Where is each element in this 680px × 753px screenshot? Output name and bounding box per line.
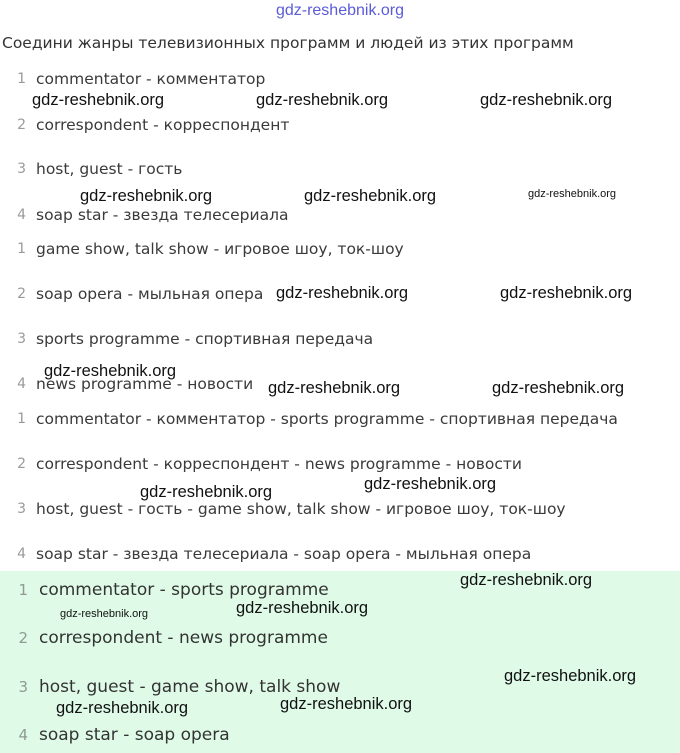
- item-text: correspondent - корреспондент: [36, 116, 290, 134]
- list-item: [0, 497, 566, 521]
- list-item: [0, 407, 618, 431]
- list-item: [0, 157, 182, 181]
- watermark: gdz-reshebnik.org: [256, 91, 389, 109]
- list-item: [0, 282, 263, 306]
- answer-item: [0, 723, 230, 747]
- item-text: host, guest - гость - game show, talk show - игровое шоу, ток-шоу: [36, 500, 566, 518]
- item-text: news programme - новости: [36, 375, 254, 393]
- list-item: [0, 452, 522, 476]
- watermark: gdz-reshebnik.org: [268, 379, 401, 397]
- watermark: gdz-reshebnik.org: [504, 667, 637, 685]
- watermark: gdz-reshebnik.org: [276, 284, 409, 302]
- site-watermark-top: gdz-reshebnik.org: [275, 2, 405, 19]
- watermark: gdz-reshebnik.org: [44, 362, 177, 380]
- watermark: gdz-reshebnik.org: [492, 379, 625, 397]
- watermark: gdz-reshebnik.org: [236, 599, 369, 617]
- item-text: sports programme - спортивная передача: [36, 330, 374, 348]
- item-text: game show, talk show - игровое шоу, ток-шоу: [36, 240, 404, 258]
- watermark: gdz-reshebnik.org: [460, 571, 593, 589]
- item-number: 3: [17, 331, 26, 347]
- item-number: 4: [17, 207, 26, 223]
- watermark: gdz-reshebnik.org: [60, 608, 149, 620]
- list-item: [0, 203, 288, 227]
- item-number: 1: [18, 581, 28, 599]
- list-item: [0, 327, 373, 351]
- watermark: gdz-reshebnik.org: [528, 188, 617, 200]
- item-number: 2: [17, 286, 26, 302]
- list-item: [0, 67, 265, 91]
- list-item: [0, 237, 404, 261]
- watermark: gdz-reshebnik.org: [80, 187, 213, 205]
- item-text: soap opera - мыльная опера: [36, 285, 264, 303]
- item-number: 3: [18, 678, 28, 696]
- item-number: 4: [17, 546, 26, 562]
- watermark: gdz-reshebnik.org: [304, 187, 437, 205]
- item-text: correspondent - корреспондент - news programme - новости: [36, 455, 522, 473]
- item-text: correspondent - news programme: [39, 628, 328, 648]
- item-text: host, guest - game show, talk show: [39, 677, 341, 697]
- item-number: 1: [17, 241, 26, 257]
- answer-item: [0, 626, 328, 650]
- list-item: [0, 542, 531, 566]
- item-number: 2: [18, 629, 28, 647]
- item-number: 4: [17, 376, 26, 392]
- watermark: gdz-reshebnik.org: [140, 483, 273, 501]
- watermark: gdz-reshebnik.org: [32, 91, 165, 109]
- item-number: 1: [17, 411, 26, 427]
- watermark: gdz-reshebnik.org: [480, 91, 613, 109]
- item-number: 3: [17, 161, 26, 177]
- watermark: gdz-reshebnik.org: [56, 699, 189, 717]
- list-item: [0, 113, 289, 137]
- item-number: 2: [17, 456, 26, 472]
- item-text: commentator - комментатор: [36, 70, 266, 88]
- item-text: commentator - комментатор - sports programme - спортивная передача: [36, 410, 618, 428]
- item-number: 3: [17, 501, 26, 517]
- item-number: 2: [17, 117, 26, 133]
- item-number: 4: [18, 726, 28, 744]
- watermark: gdz-reshebnik.org: [280, 695, 413, 713]
- item-text: host, guest - гость: [36, 160, 183, 178]
- item-number: 1: [17, 71, 26, 87]
- watermark: gdz-reshebnik.org: [500, 284, 633, 302]
- exercise-title: Соедини жанры телевизионных программ и людей из этих программ: [2, 34, 574, 52]
- item-text: soap star - soap opera: [39, 725, 230, 745]
- item-text: soap star - звезда телесериала: [36, 206, 289, 224]
- item-text: soap star - звезда телесериала - soap opera - мыльная опера: [36, 545, 532, 563]
- watermark: gdz-reshebnik.org: [364, 475, 497, 493]
- item-text: commentator - sports programme: [39, 580, 329, 600]
